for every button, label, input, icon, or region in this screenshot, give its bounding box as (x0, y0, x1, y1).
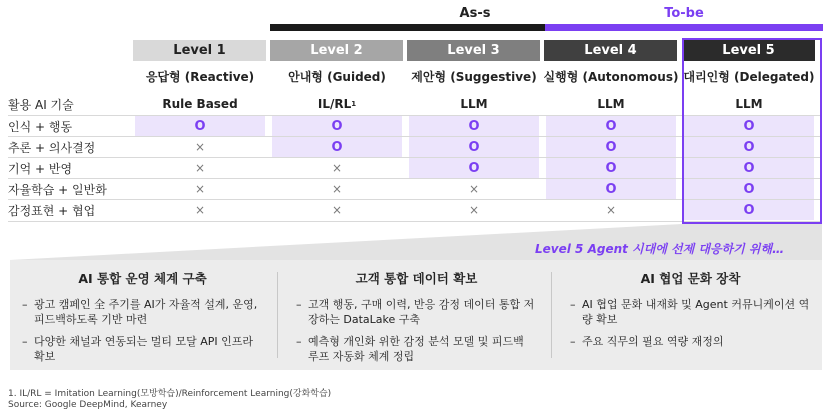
bullet-dash: – (570, 335, 576, 348)
bullet-text: 주요 직무의 필요 역량 재정의 (582, 335, 724, 348)
unsupported-mark: × (331, 203, 343, 217)
level-header-5: Level 5 (682, 40, 815, 61)
unsupported-mark: × (331, 182, 343, 196)
tech-label: LLM (597, 97, 625, 111)
tech-row-label: 활용 AI 기술 (8, 97, 74, 112)
level5-callout: Level 5 Agent 시대에 선제 대응하기 위해… (535, 242, 785, 256)
supported-mark: O (684, 158, 814, 178)
tech-label: Rule Based (162, 97, 238, 111)
bullet-text: 광고 캠페인 全 주기를 AI가 자율적 설계, 운영, 피드백하도록 기반 마련 (34, 298, 258, 326)
supported-mark: O (684, 200, 814, 220)
level-header-2: Level 2 (270, 40, 403, 61)
supported-mark: O (546, 179, 676, 199)
level-type-1: 응답형 (Reactive) (145, 69, 255, 84)
level-header-3: Level 3 (407, 40, 540, 61)
unsupported-mark: × (194, 161, 206, 175)
tech-label: IL/RL (317, 97, 352, 111)
unsupported-mark: × (468, 182, 480, 196)
unsupported-mark: × (194, 203, 206, 217)
action-bullet (22, 334, 263, 364)
level-tech-2 (268, 94, 406, 114)
level-type-4: 실행형 (Autonomous) (543, 69, 679, 84)
footnote: 1. IL/RL = Imitation Learning(모방학습)/Reinforcement Learning(강화학습) (8, 389, 332, 399)
level-tech-1 (131, 94, 269, 114)
column-divider (551, 272, 552, 358)
bullet-dash: – (296, 298, 302, 311)
supported-mark: O (546, 158, 676, 178)
action-column-1 (10, 260, 275, 370)
to-be-bar (545, 24, 823, 31)
level-tech-3 (405, 94, 543, 114)
bullet-text: 다양한 채널과 연동되는 멀티 모달 API 인프라 확보 (34, 335, 254, 363)
bullet-dash: – (22, 298, 28, 311)
supported-mark: O (409, 137, 539, 157)
supported-mark: O (546, 137, 676, 157)
action-bullet (570, 334, 811, 349)
capability-label: 감정표현 + 협업 (8, 203, 96, 218)
as-is-label: As-s (459, 6, 491, 21)
supported-mark: O (684, 179, 814, 199)
unsupported-mark: × (605, 203, 617, 217)
unsupported-mark: × (194, 182, 206, 196)
level-type-2: 안내형 (Guided) (288, 69, 386, 84)
action-bullet (296, 297, 537, 327)
level-header-1: Level 1 (133, 40, 266, 61)
bullet-text: AI 협업 문화 내재화 및 Agent 커뮤니케이션 역량 확보 (582, 298, 810, 326)
capability-label: 추론 + 의사결정 (8, 140, 96, 155)
action-column-title: 고객 통합 데이터 확보 (355, 271, 478, 286)
capability-label: 인식 + 행동 (8, 119, 73, 134)
supported-mark: O (546, 116, 676, 136)
supported-mark: O (684, 137, 814, 157)
level-type-3: 제안형 (Suggestive) (411, 69, 537, 84)
action-column-3 (558, 260, 823, 370)
bullet-text: 고객 행동, 구매 이력, 반응 감정 데이터 통합 저장하는 DataLake 구축 (308, 298, 535, 326)
tech-label: LLM (735, 97, 763, 111)
capability-label: 기억 + 반영 (8, 161, 73, 176)
tech-label: LLM (460, 97, 488, 111)
action-bullet (22, 297, 263, 327)
level-tech-4 (542, 94, 680, 114)
action-bullet (570, 297, 811, 327)
footnote-marker: 1 (351, 100, 357, 108)
to-be-label: To-be (664, 6, 704, 21)
level-header-4: Level 4 (544, 40, 677, 61)
supported-mark: O (135, 116, 265, 136)
capability-label: 자율학습 + 일반화 (8, 182, 107, 197)
unsupported-mark: × (468, 203, 480, 217)
source-note: Source: Google DeepMind, Kearney (8, 400, 168, 410)
bullet-dash: – (296, 335, 302, 348)
supported-mark: O (272, 116, 402, 136)
action-column-title: AI 통합 운영 체계 구축 (78, 271, 207, 286)
bullet-dash: – (570, 298, 576, 311)
bullet-text: 예측형 개인화 위한 감정 분석 모델 및 피드백 루프 자동화 체계 정립 (308, 335, 524, 363)
supported-mark: O (409, 158, 539, 178)
action-column-2 (284, 260, 549, 370)
action-column-title: AI 협업 문화 장착 (640, 271, 741, 286)
supported-mark: O (409, 116, 539, 136)
unsupported-mark: × (194, 140, 206, 154)
bullet-dash: – (22, 335, 28, 348)
unsupported-mark: × (331, 161, 343, 175)
column-divider (277, 272, 278, 358)
supported-mark: O (272, 137, 402, 157)
level-type-5: 대리인형 (Delegated) (683, 69, 815, 84)
supported-mark: O (684, 116, 814, 136)
level5-highlight-frame (682, 38, 822, 224)
action-bullet (296, 334, 537, 364)
